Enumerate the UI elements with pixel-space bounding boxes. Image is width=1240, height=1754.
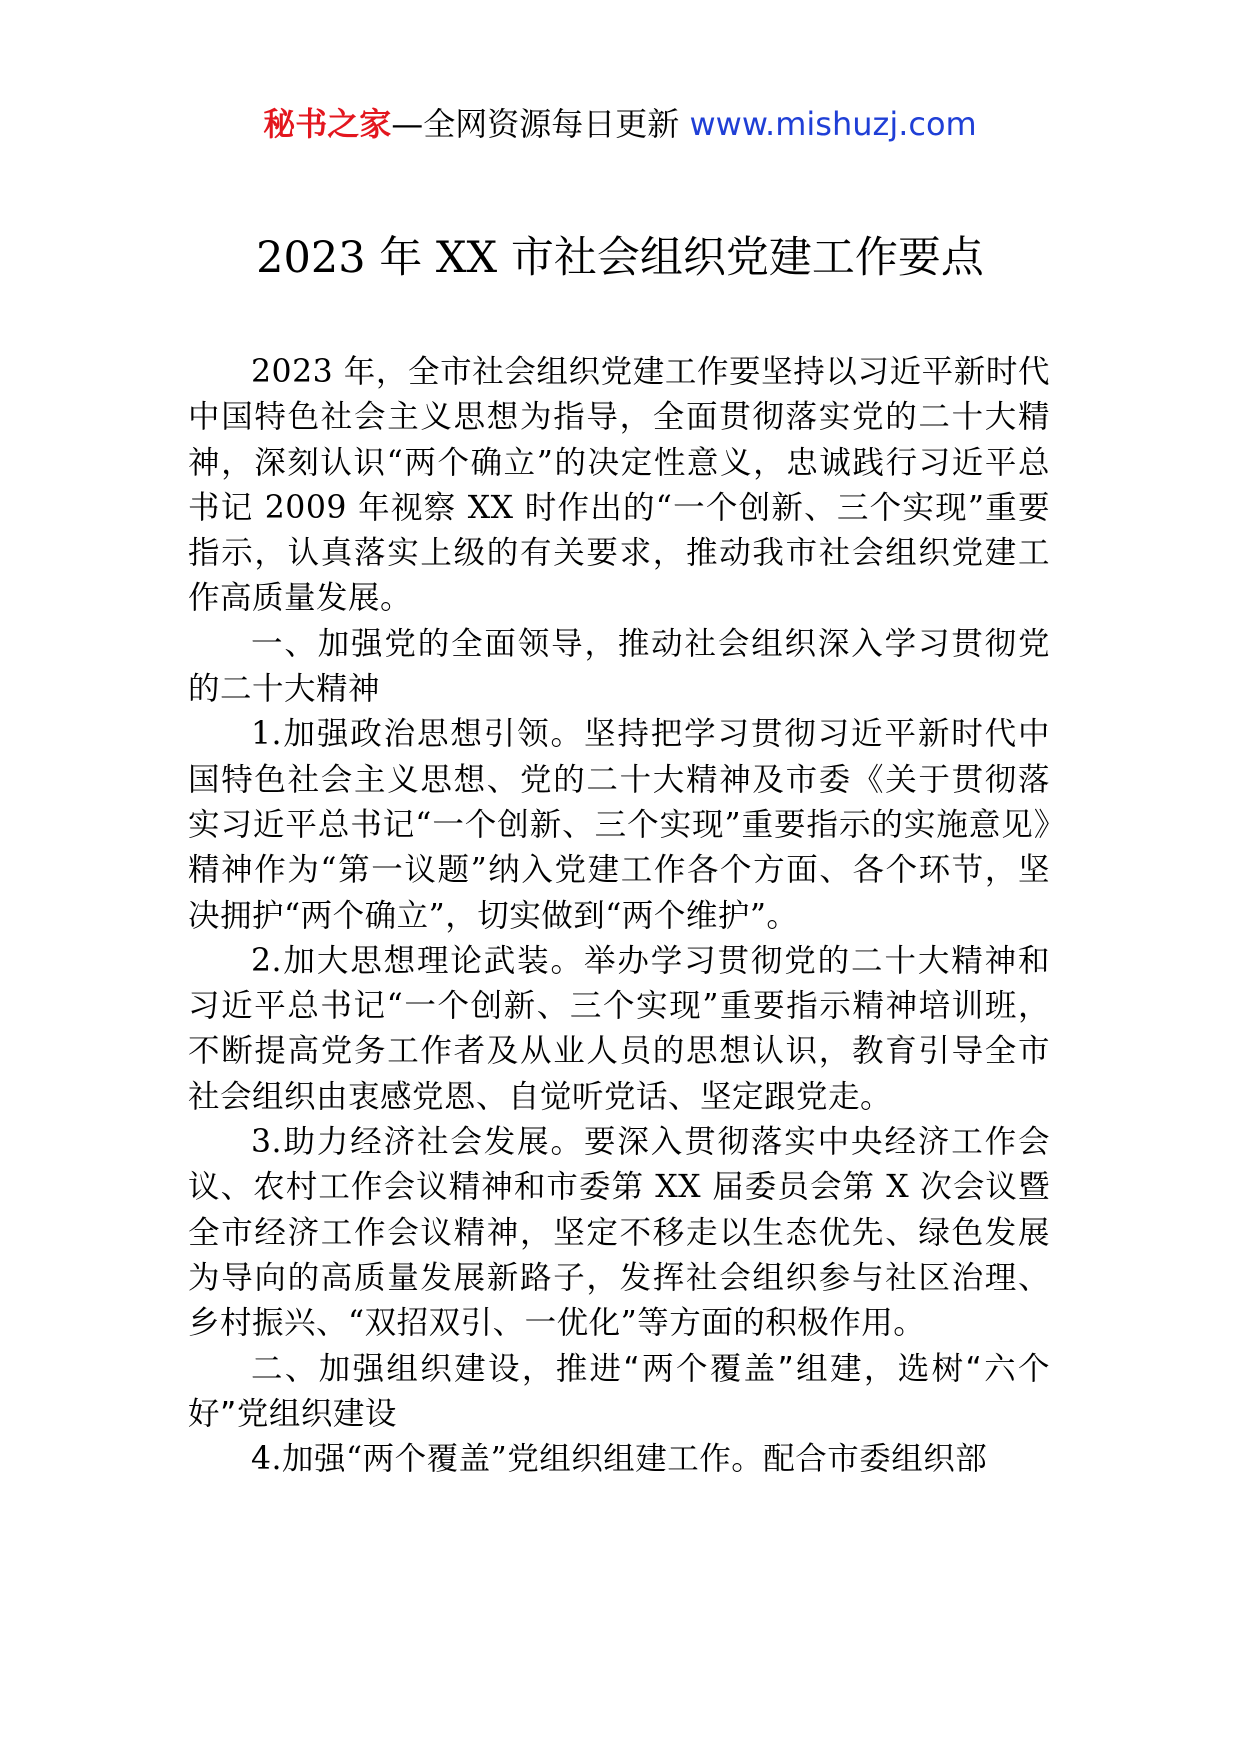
item-paragraph-3: 3.助力经济社会发展。要深入贯彻落实中央经济工作会议、农村工作会议精神和市委第 XX 届委员会第 X 次会议暨全市经济工作会议精神，坚定不移走以生态优先、绿色发展为导向的高质量发展新路子，发挥社会组织参与社区治理、乡村振兴、“双招双引、一优化”等方面的积极作用。 <box>188 1124 1050 1342</box>
document-body <box>188 350 1050 1482</box>
section-heading-2: 二、加强组织建设，推进“两个覆盖”组建，选树“六个好”党组织建设 <box>188 1350 1050 1432</box>
item-paragraph-2: 2.加大思想理论武装。举办学习贯彻党的二十大精神和习近平总书记“一个创新、三个实现”重要指示精神培训班，不断提高党务工作者及从业人员的思想认识，教育引导全市社会组织由衷感党恩、自觉听党话、坚定跟党走。 <box>188 942 1050 1115</box>
site-header <box>0 100 1240 148</box>
section-heading-1: 一、加强党的全面领导，推动社会组织深入学习贯彻党的二十大精神 <box>188 625 1050 708</box>
site-tagline: —全网资源每日更新 <box>391 105 690 143</box>
site-brand: 秘书之家 <box>263 105 392 143</box>
document-title: 2023 年 XX 市社会组织党建工作要点 <box>256 233 984 283</box>
site-url-link[interactable]: www.mishuzj.com <box>689 105 977 143</box>
item-paragraph-4: 4.加强“两个覆盖”党组织组建工作。配合市委组织部 <box>251 1441 988 1478</box>
item-paragraph-1: 1.加强政治思想引领。坚持把学习贯彻习近平新时代中国特色社会主义思想、党的二十大精神及市委《关于贯彻落实习近平总书记“一个创新、三个实现”重要指示的实施意见》精神作为“第一议题”纳入党建工作各个方面、各个环节，坚决拥护“两个确立”，切实做到“两个维护”。 <box>188 716 1050 934</box>
intro-paragraph: 2023 年，全市社会组织党建工作要坚持以习近平新时代中国特色社会主义思想为指导，全面贯彻落实党的二十大精神，深刻认识“两个确立”的决定性意义，忠诚践行习近平总书记 2009 年视察 XX 时作出的“一个创新、三个实现”重要指示，认真落实上级的有关要求，推动我市社会组织党建工作高质量发展。 <box>188 354 1050 617</box>
